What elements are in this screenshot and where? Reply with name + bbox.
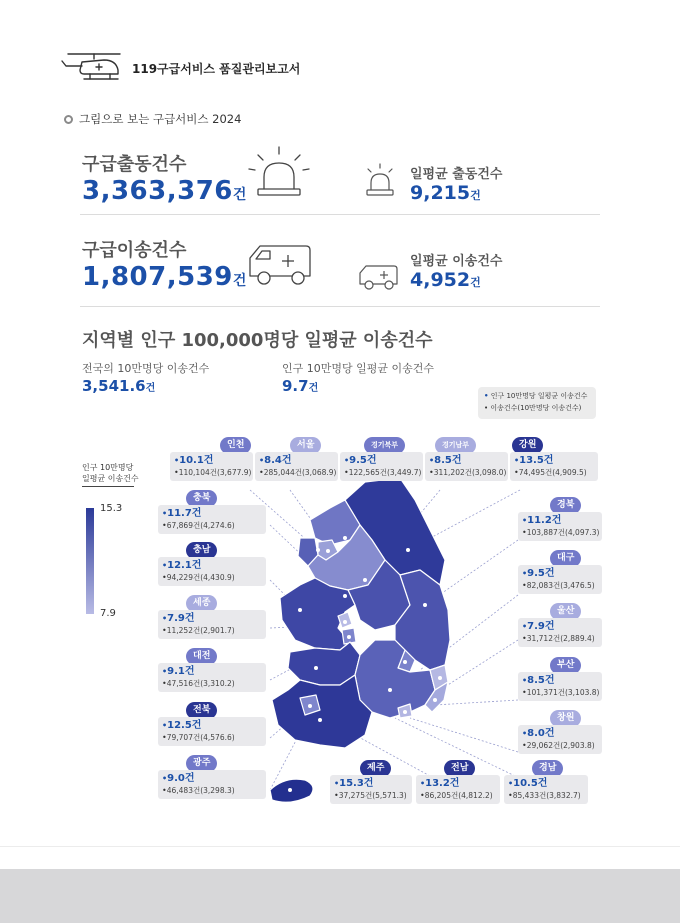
transport-daily-label: 일평균 이송건수 [410,254,503,269]
dispatch-daily-label: 일평균 출동건수 [410,167,503,182]
transport-total-unit: 건 [232,273,247,289]
dispatch-daily-unit: 건 [470,189,481,202]
national-daily-per100k: 인구 10만명당 일평균 이송건수 9.7건 [282,362,434,395]
dispatch-total-unit: 건 [232,187,247,203]
transport-daily-value: 4,952 [410,269,471,291]
dispatch-daily-value: 9,215 [410,182,471,204]
transport-daily-unit: 건 [470,276,481,289]
dispatch-total-value: 3,363,376 [82,176,233,206]
map-legend: • 인구 10만명당 일평균 이송건수 • 이송건수(10만명당 이송건수) [478,387,596,419]
transport-total-label: 구급이송건수 [82,240,187,261]
color-scale-max: 15.3 [100,503,123,514]
color-scale-title: 인구 10만명당 일평균 이송건수 [82,462,139,487]
transport-total-value: 1,807,539 [82,262,233,292]
region-jeonnam [272,675,372,748]
page-footer-band [0,869,680,923]
dispatch-total-label: 구급출동건수 [82,154,187,175]
report-title: 119구급서비스 품질관리보고서 [132,62,301,76]
footer-divider [0,846,680,847]
national-per100k: 전국의 10만명당 이송건수 3,541.6건 [82,362,210,395]
color-scale-min: 7.9 [100,608,116,619]
regional-title: 지역별 인구 100,000명당 일평균 이송건수 [82,330,433,351]
section-title: 그림으로 보는 구급서비스 2024 [64,111,241,127]
